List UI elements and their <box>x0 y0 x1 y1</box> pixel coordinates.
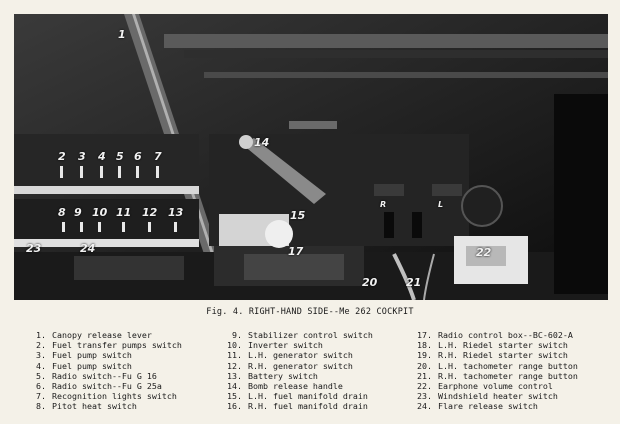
cockpit-photo <box>14 14 608 300</box>
callout-22: 22 <box>476 246 492 259</box>
callout-1: 1 <box>118 28 126 41</box>
legend-column-2 <box>222 330 412 412</box>
legend-item: 11. L.H. generator switch <box>227 350 353 361</box>
callout-12: 12 <box>142 206 158 219</box>
callout-3: 3 <box>78 150 86 163</box>
callout-15: 15 <box>290 209 306 222</box>
callout-6: 6 <box>134 150 142 163</box>
callout-5: 5 <box>116 150 124 163</box>
legend-item: 10. Inverter switch <box>227 340 323 351</box>
legend-item: 2. Fuel transfer pumps switch <box>36 340 182 351</box>
callout-11: 11 <box>116 206 132 219</box>
figure-legend <box>26 330 606 424</box>
legend-item: 18. L.H. Riedel starter switch <box>417 340 568 351</box>
figure-caption: Fig. 4. RIGHT-HAND SIDE--Me 262 COCKPIT <box>206 307 414 317</box>
callout-23: 23 <box>26 242 42 255</box>
legend-item: 1. Canopy release lever <box>36 330 152 340</box>
callout-10: 10 <box>92 206 108 219</box>
legend-item: 24. Flare release switch <box>417 401 538 412</box>
callout-17: 17 <box>288 245 304 258</box>
legend-item: 5. Radio switch--Fu G 16 <box>36 370 157 381</box>
legend-item: 4. Fuel pump switch <box>36 360 132 371</box>
callout-13: 13 <box>168 206 184 219</box>
callout-7: 7 <box>154 150 162 163</box>
callout-14: 14 <box>254 136 270 149</box>
callout-8: 8 <box>58 206 66 219</box>
legend-item: 20. L.H. tachometer range button <box>417 360 578 371</box>
callout-20: 20 <box>362 276 378 289</box>
legend-item: 21. R.H. tachometer range button <box>417 370 578 381</box>
legend-item: 9. Stabilizer control switch <box>232 330 373 340</box>
legend-item: 6. Radio switch--Fu G 25a <box>36 380 162 391</box>
legend-item: 22. Earphone volume control <box>417 380 553 391</box>
legend-item: 3. Fuel pump switch <box>36 350 132 361</box>
legend-item: 17. Radio control box--BC-602-A <box>417 330 573 340</box>
callout-2: 2 <box>58 150 66 163</box>
legend-item: 12. R.H. generator switch <box>227 360 353 371</box>
placard-label-r: R <box>380 200 387 209</box>
legend-item: 23. Windshield heater switch <box>417 391 558 402</box>
callout-24: 24 <box>80 242 96 255</box>
legend-item: 19. R.H. Riedel starter switch <box>417 350 568 361</box>
legend-item: 16. R.H. fuel manifold drain <box>227 401 368 412</box>
legend-item: 8. Pitot heat switch <box>36 401 137 412</box>
callout-9: 9 <box>74 206 82 219</box>
callout-4: 4 <box>98 150 106 163</box>
legend-item: 7. Recognition lights switch <box>36 391 177 402</box>
legend-column-1 <box>26 330 222 412</box>
callout-21: 21 <box>406 276 422 289</box>
placard-label-l: L <box>438 200 444 209</box>
legend-item: 15. L.H. fuel manifold drain <box>227 391 368 402</box>
legend-item: 13. Battery switch <box>227 370 318 381</box>
legend-column-3 <box>412 330 606 412</box>
legend-item: 14. Bomb release handle <box>227 380 343 391</box>
